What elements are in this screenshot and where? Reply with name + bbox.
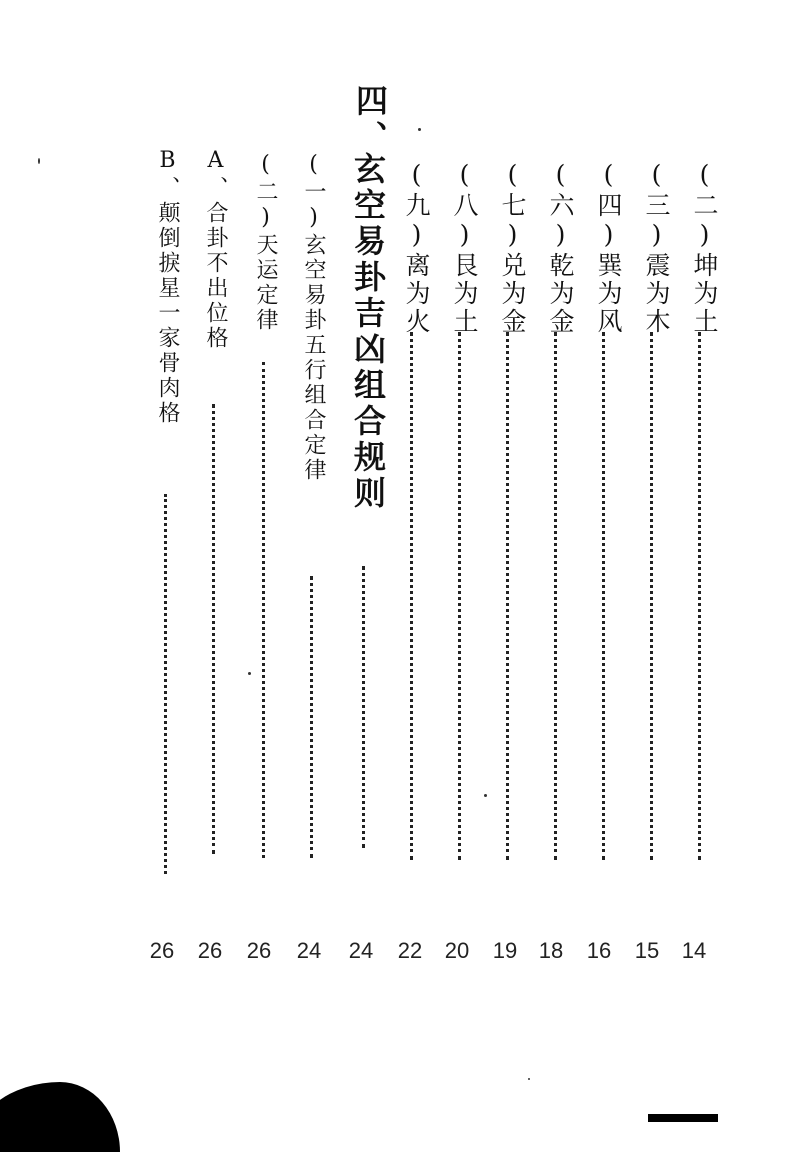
page-number: 26 xyxy=(197,938,223,963)
leader-dots xyxy=(410,332,413,860)
toc-entry-zhen: (三)震为木 xyxy=(642,160,671,336)
page-number: 16 xyxy=(586,938,612,963)
page-number: 20 xyxy=(444,938,470,963)
toc-subsection-b: B、颠倒捩星一家骨肉格 xyxy=(155,148,180,426)
page-number: 26 xyxy=(246,938,272,963)
leader-dots xyxy=(698,332,701,860)
leader-dots xyxy=(362,566,365,848)
section-title: 玄空易卦吉凶组合规则 xyxy=(349,152,387,512)
leader-dots xyxy=(164,494,167,874)
page-number: 24 xyxy=(348,938,374,963)
scan-shadow-bottom-right xyxy=(648,1114,718,1122)
leader-dots xyxy=(262,362,265,858)
scan-shadow-bottom-left xyxy=(0,1082,120,1152)
page-number: 26 xyxy=(149,938,175,963)
page-number: 18 xyxy=(538,938,564,963)
page-number: 24 xyxy=(296,938,322,963)
leader-dots xyxy=(602,332,605,860)
toc-entry-gen: (八)艮为土 xyxy=(450,160,479,336)
toc-entry-xun: (四)巽为风 xyxy=(594,160,623,336)
leader-dots xyxy=(650,332,653,860)
leader-dots xyxy=(458,332,461,860)
leader-dots xyxy=(554,332,557,860)
section-number: 四、 xyxy=(351,84,389,156)
toc-subsection-wuxing: (一)玄空易卦五行组合定律 xyxy=(301,152,326,483)
toc-entry-dui: (七)兑为金 xyxy=(498,160,527,336)
toc-subsection-tianyun: (二)天运定律 xyxy=(253,152,278,333)
page-number: 15 xyxy=(634,938,660,963)
leader-dots xyxy=(212,404,215,854)
leader-dots xyxy=(310,576,313,858)
scan-speck xyxy=(484,794,487,797)
leader-dots xyxy=(506,332,509,860)
toc-entry-li: (九)离为火 xyxy=(402,160,431,336)
page-number: 22 xyxy=(397,938,423,963)
scan-speck xyxy=(38,158,40,164)
scan-speck xyxy=(418,128,421,131)
scan-speck xyxy=(248,672,251,675)
toc-entry-qian: (六)乾为金 xyxy=(546,160,575,336)
toc-subsection-a: A、合卦不出位格 xyxy=(203,148,228,351)
page-number: 19 xyxy=(492,938,518,963)
page-number: 14 xyxy=(681,938,707,963)
scan-speck xyxy=(528,1078,530,1080)
toc-entry-kun: (二)坤为土 xyxy=(690,160,719,336)
